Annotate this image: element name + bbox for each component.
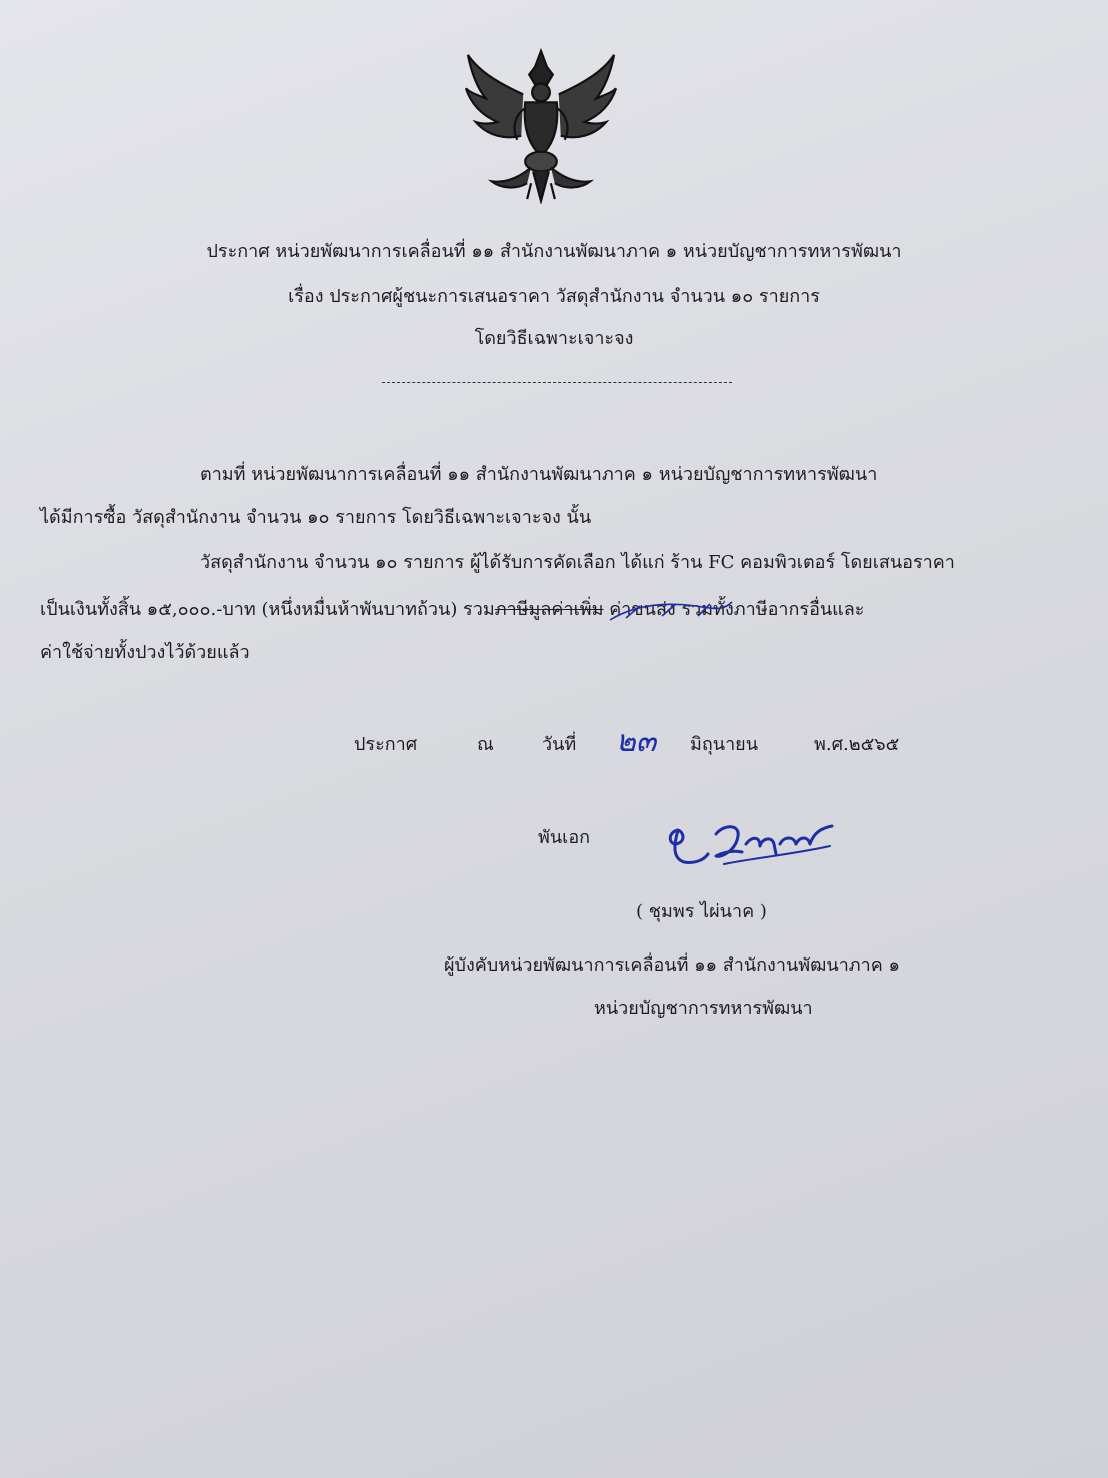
- paragraph-2-line-3: ค่าใช้จ่ายทั้งปวงไว้ด้วยแล้ว: [40, 642, 250, 663]
- date-day-handwritten: ๒๓: [616, 724, 657, 759]
- header-subject: เรื่อง ประกาศผู้ชนะการเสนอราคา วัสดุสำนักงาน จำนวน ๑๐ รายการ: [288, 286, 820, 307]
- signer-name: ( ชุมพร ไผ่นาค ): [636, 901, 767, 922]
- header-line-1: ประกาศ หน่วยพัฒนาการเคลื่อนที่ ๑๑ สำนักงานพัฒนาภาค ๑ หน่วยบัญชาการทหารพัฒนา: [206, 241, 902, 262]
- date-day-label: วันที่: [542, 734, 577, 755]
- date-month: มิถุนายน: [690, 734, 759, 755]
- handwritten-strike-mark: [606, 598, 736, 624]
- paragraph-2-line-2-end: ค่าขนส่ง รวมทั้งภาษีอากรอื่นและ: [603, 599, 865, 620]
- vat-struck-text: ภาษีมูลค่าเพิ่ม: [494, 599, 604, 620]
- paragraph-1-line-2: ได้มีการซื้อ วัสดุสำนักงาน จำนวน ๑๐ รายการ โดยวิธีเฉพาะเจาะจง นั้น: [40, 507, 592, 528]
- paragraph-2-line-2: [40, 598, 864, 622]
- date-year: พ.ศ.๒๕๖๕: [814, 734, 900, 755]
- paragraph-1-line-1: ตามที่ หน่วยพัฒนาการเคลื่อนที่ ๑๑ สำนักงานพัฒนาภาค ๑ หน่วยบัญชาการทหารพัฒนา: [200, 464, 878, 485]
- date-announce-label: ประกาศ: [354, 734, 418, 755]
- date-at-label: ณ: [477, 734, 494, 755]
- handwritten-signature: [664, 814, 836, 870]
- header-method: โดยวิธีเฉพาะเจาะจง: [474, 328, 634, 349]
- signer-rank: พันเอก: [538, 827, 591, 848]
- signer-position-line-1: ผู้บังคับหน่วยพัฒนาการเคลื่อนที่ ๑๑ สำนักงานพัฒนาภาค ๑: [444, 955, 900, 976]
- paragraph-2-line-2-start: เป็นเงินทั้งสิ้น ๑๕,๐๐๐.-บาท (หนึ่งหมื่นห้าพันบาทถ้วน) รวม: [40, 599, 495, 620]
- paragraph-2-line-1: วัสดุสำนักงาน จำนวน ๑๐ รายการ ผู้ได้รับการคัดเลือก ได้แก่ ร้าน FC คอมพิวเตอร์ โดยเสนอราคา: [200, 552, 955, 573]
- header-divider: [382, 382, 732, 383]
- signer-position-line-2: หน่วยบัญชาการทหารพัฒนา: [594, 998, 813, 1019]
- garuda-emblem-icon: [462, 44, 620, 204]
